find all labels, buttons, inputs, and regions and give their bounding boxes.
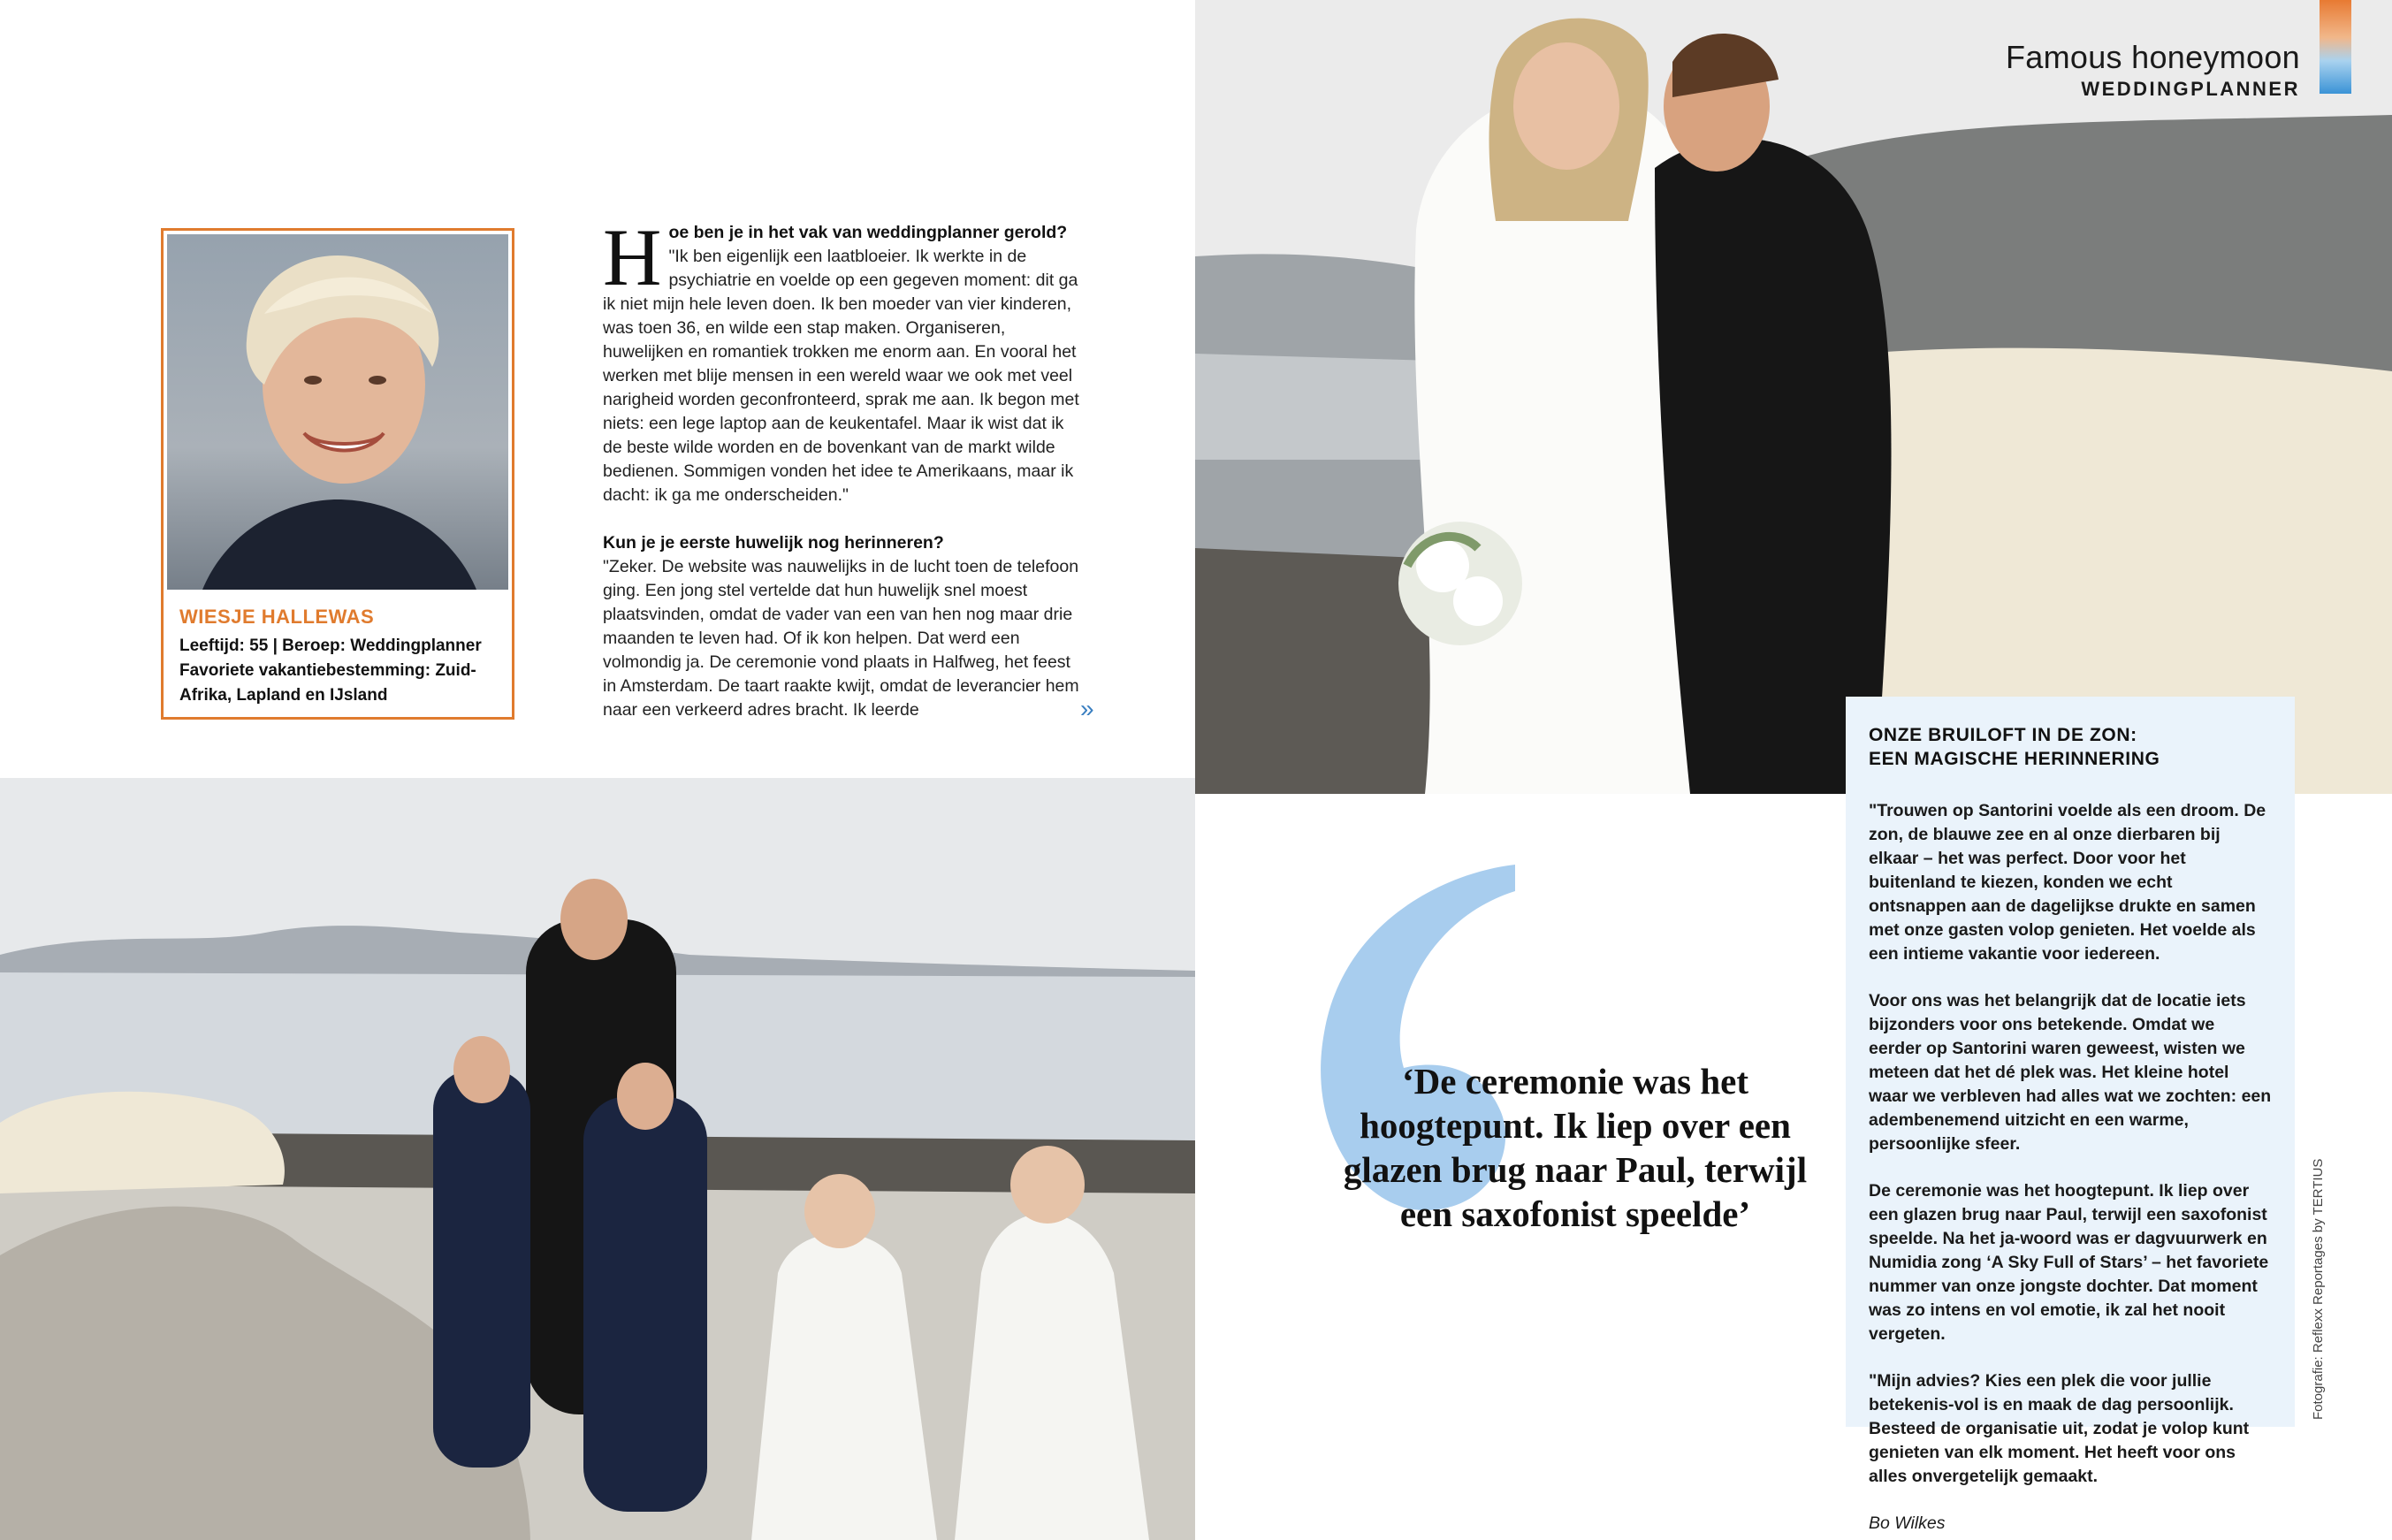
wedding-party-illustration xyxy=(0,778,1195,1540)
sidebar-title-line-2: EEN MAGISCHE HERINNERING xyxy=(1869,749,2160,769)
article-body xyxy=(603,212,1080,746)
sidebar-paragraph-2: Voor ons was het belangrijk dat de locatie iets bijzonders voor ons betekende. Omdat we eerder op Santorini waren geweest, wisten we meteen dat het dé plek was. Het kleine hotel waar we verbleven had alles wat we zochten: een adembenemend uitzicht en een warme, persoonlijke sfeer. xyxy=(1869,991,2272,1154)
couple-photo xyxy=(1195,0,2392,794)
article-answer-2: "Zeker. De website was nauwelijks in de lucht toen de telefoon ging. Een jong stel vertelde dat hun huwelijk snel moest plaatsvinden, omdat de vader van een van hen nog maar drie maanden te leven had. Of ik kon helpen. Dat werd een volmondig ja. De ceremonie vond plaats in Halfweg, het feest in Amsterdam. De taart raakte kwijt, omdat de leverancier hem naar een verkeerd adres bracht. Ik leerde xyxy=(603,557,1079,720)
sidebar-author: Bo Wilkes xyxy=(1869,1513,1946,1533)
sidebar-box xyxy=(1846,697,2295,1533)
section-color-bar xyxy=(2320,0,2351,94)
dropcap: H xyxy=(603,212,662,302)
sidebar-paragraph-4: "Mijn advies? Kies een plek die voor jullie betekenis-vol is en maak de dag persoonlijk. Besteed de organisatie uit, zodat je volop kunt genieten van elk moment. Het heeft voor ons alles onvergetelijk gemaakt. xyxy=(1869,1371,2250,1486)
portrait-illustration xyxy=(167,234,508,590)
pull-quote: ‘De ceremonie was het hoogtepunt. Ik liep over een glazen brug naar Paul, terwijl een saxofonist speelde’ xyxy=(1343,1061,1808,1234)
sidebar-paragraph-3: De ceremonie was het hoogtepunt. Ik liep over een glazen brug naar Paul, terwijl een saxofonist speelde. Na het ja-woord was er dagvuurwerk en Numidia zong ‘A Sky Full of Stars’ – het favoriete nummer van onze jongste dochter. Dat moment was zo intens en vol emotie, ik zal het nooit vergeten. xyxy=(1869,1181,2269,1344)
couple-illustration xyxy=(1195,0,2392,794)
article-question-2: Kun je je eerste huwelijk nog herinneren? xyxy=(603,533,944,553)
profile-caption xyxy=(179,606,498,708)
article-question-1: oe ben je in het vak van weddingplanner gerold? xyxy=(668,223,1068,242)
sidebar-title xyxy=(1869,723,2272,771)
profile-details-1: Leeftijd: 55 | Beroep: Weddingplanner xyxy=(179,637,482,655)
profile-card xyxy=(161,228,514,720)
left-page xyxy=(0,0,1195,1540)
profile-details-3: Afrika, Lapland en IJsland xyxy=(179,686,388,705)
sidebar-paragraph-1: "Trouwen op Santorini voelde als een droom. De zon, de blauwe zee en al onze dierbaren bij elkaar – het was perfect. Door voor het buitenland te kiezen, konden we echt ontsnappen aan de dagelijkse drukte en samen met onze gasten volop genieten. Het voelde als een intieme vakantie voor iedereen. xyxy=(1869,801,2266,964)
section-header xyxy=(2006,39,2300,101)
article-answer-1: "Ik ben eigenlijk een laatbloeier. Ik werkte in de psychiatrie en voelde op een gegeven moment: dit ga ik niet mijn hele leven doen. Ik ben moeder van vier kinderen, was toen 36, en wilde een stap maken. Organiseren, huwelijken en romantiek trokken me enorm aan. En vooral het werken met blije mensen in een wereld waar we ook met veel narigheid worden geconfronteerd, sprak me aan. Ik begon met niets: een lege laptop aan de keukentafel. Maar ik wist dat ik de beste wilde worden en de bovenkant van de markt wilde bedienen. Sommigen vonden het idee te Amerikaans, maar ik dacht: ik ga me onderscheiden." xyxy=(603,247,1079,505)
sidebar-title-line-1: ONZE BRUILOFT IN DE ZON: xyxy=(1869,725,2137,745)
section-subtitle: WEDDINGPLANNER xyxy=(2081,78,2300,100)
profile-photo xyxy=(167,234,508,590)
right-page xyxy=(1195,0,2392,1540)
wedding-party-photo xyxy=(0,778,1195,1540)
profile-name: WIESJE HALLEWAS xyxy=(179,606,375,628)
article-paragraph-1 xyxy=(603,212,1080,507)
profile-details-2: Favoriete vakantiebestemming: Zuid- xyxy=(179,661,476,680)
photo-credit: Fotografie: Reflexx Reportages by TERTIUS xyxy=(2311,1158,2326,1420)
section-title: Famous honeymoon xyxy=(2006,39,2300,75)
continue-arrow-icon: » xyxy=(1080,695,1094,722)
article-paragraph-2 xyxy=(603,531,1080,722)
